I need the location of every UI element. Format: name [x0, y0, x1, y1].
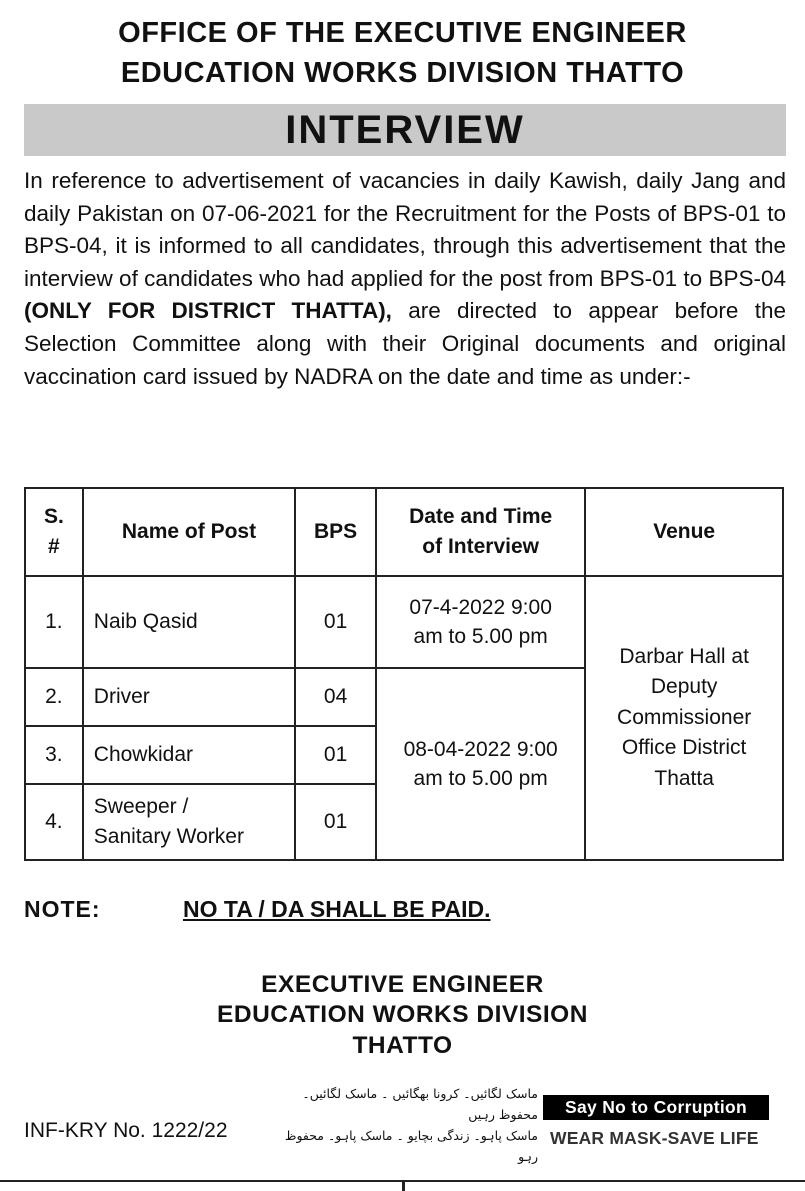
header-bps: BPS — [295, 488, 376, 576]
header-date-time-line2: of Interview — [422, 535, 539, 558]
note-label: NOTE: — [24, 896, 101, 922]
office-title-line2: EDUCATION WORKS DIVISION THATTO — [120, 57, 685, 89]
venue-line1: Darbar Hall at — [619, 644, 749, 668]
header-serial-number — [25, 488, 83, 576]
row-bps: 04 — [295, 668, 376, 726]
row-post-name: Naib Qasid — [83, 576, 295, 668]
interview-date-1 — [376, 576, 585, 668]
venue-line2: Deputy — [650, 675, 718, 699]
row-post-name-line1: Sweeper / — [93, 795, 189, 818]
signature-line2: EDUCATION WORKS DIVISION — [217, 1001, 588, 1028]
row-serial-number: 4. — [25, 784, 83, 860]
row-post-name: Driver — [83, 668, 295, 726]
interview-banner: INTERVIEW — [24, 104, 786, 156]
interview-date-2-line2: am to 5.00 pm — [413, 767, 548, 790]
row-bps: 01 — [295, 726, 376, 784]
notice-body-emphasis: (ONLY FOR DISTRICT THATTA), — [24, 298, 392, 324]
urdu-slogan-line1: ماسک لگائیں۔ کرونا بھگائیں ۔ ماسک لگائیں۔ محفوظ رہیں — [302, 1086, 538, 1122]
bottom-divider-tick — [402, 1182, 405, 1191]
signature-line3: THATTO — [352, 1032, 453, 1059]
venue-line5: Thatta — [654, 766, 714, 790]
interview-date-2 — [376, 668, 585, 860]
row-post-name: Chowkidar — [83, 726, 295, 784]
urdu-slogan-line2: ماسک پاہو۔ زندگی بچایو ۔ ماسک پاہو۔ محفوظ رہو — [284, 1128, 538, 1164]
reference-number: INF-KRY No. 1222/22 — [24, 1119, 228, 1142]
table-row — [25, 576, 783, 668]
venue-cell — [585, 576, 783, 860]
row-serial-number: 3. — [25, 726, 83, 784]
row-post-name-line2: Sanitary Worker — [93, 825, 244, 848]
interview-date-1-line2: am to 5.00 pm — [413, 625, 548, 648]
header-post-name: Name of Post — [83, 488, 295, 576]
notice-body — [24, 165, 786, 393]
row-bps: 01 — [295, 784, 376, 860]
row-serial-number: 1. — [25, 576, 83, 668]
notice-body-text-after: are directed to appear before the Selection Committee along with their Original documents and original vaccination card issued by NADRA on the date and time as under:- — [24, 298, 786, 389]
interview-date-2-line1: 08-04-2022 9:00 — [403, 738, 558, 761]
table-header-row — [25, 488, 783, 576]
header-date-time — [376, 488, 585, 576]
mask-slogan: WEAR MASK-SAVE LIFE — [550, 1128, 759, 1148]
header-serial-line2: # — [48, 535, 60, 558]
row-post-name — [83, 784, 295, 860]
row-bps: 01 — [295, 576, 376, 668]
venue-line4: Office District — [621, 736, 747, 760]
note-text: NO TA / DA SHALL BE PAID. — [183, 896, 491, 922]
venue-line3: Commissioner — [617, 705, 752, 729]
signature-line1: EXECUTIVE ENGINEER — [261, 971, 544, 998]
interview-schedule-table — [24, 487, 784, 861]
corruption-slogan-badge: Say No to Corruption — [543, 1095, 769, 1120]
urdu-slogan — [268, 1083, 538, 1167]
notice-body-text-before: In reference to advertisement of vacancies in daily Kawish, daily Jang and daily Pakistan on 07-06-2021 for the Recruitment for the Posts of BPS-01 to BPS-04, it is informed to all candidates, through this advertisement that the interview of candidates who had applied for the post from BPS-01 to BPS-04 — [24, 168, 786, 291]
office-title-line1: OFFICE OF THE EXECUTIVE ENGINEER — [118, 17, 687, 49]
header-venue: Venue — [585, 488, 783, 576]
header-date-time-line1: Date and Time — [409, 505, 553, 528]
header-serial-line1: S. — [43, 505, 64, 528]
interview-date-1-line1: 07-4-2022 9:00 — [409, 596, 552, 619]
row-serial-number: 2. — [25, 668, 83, 726]
